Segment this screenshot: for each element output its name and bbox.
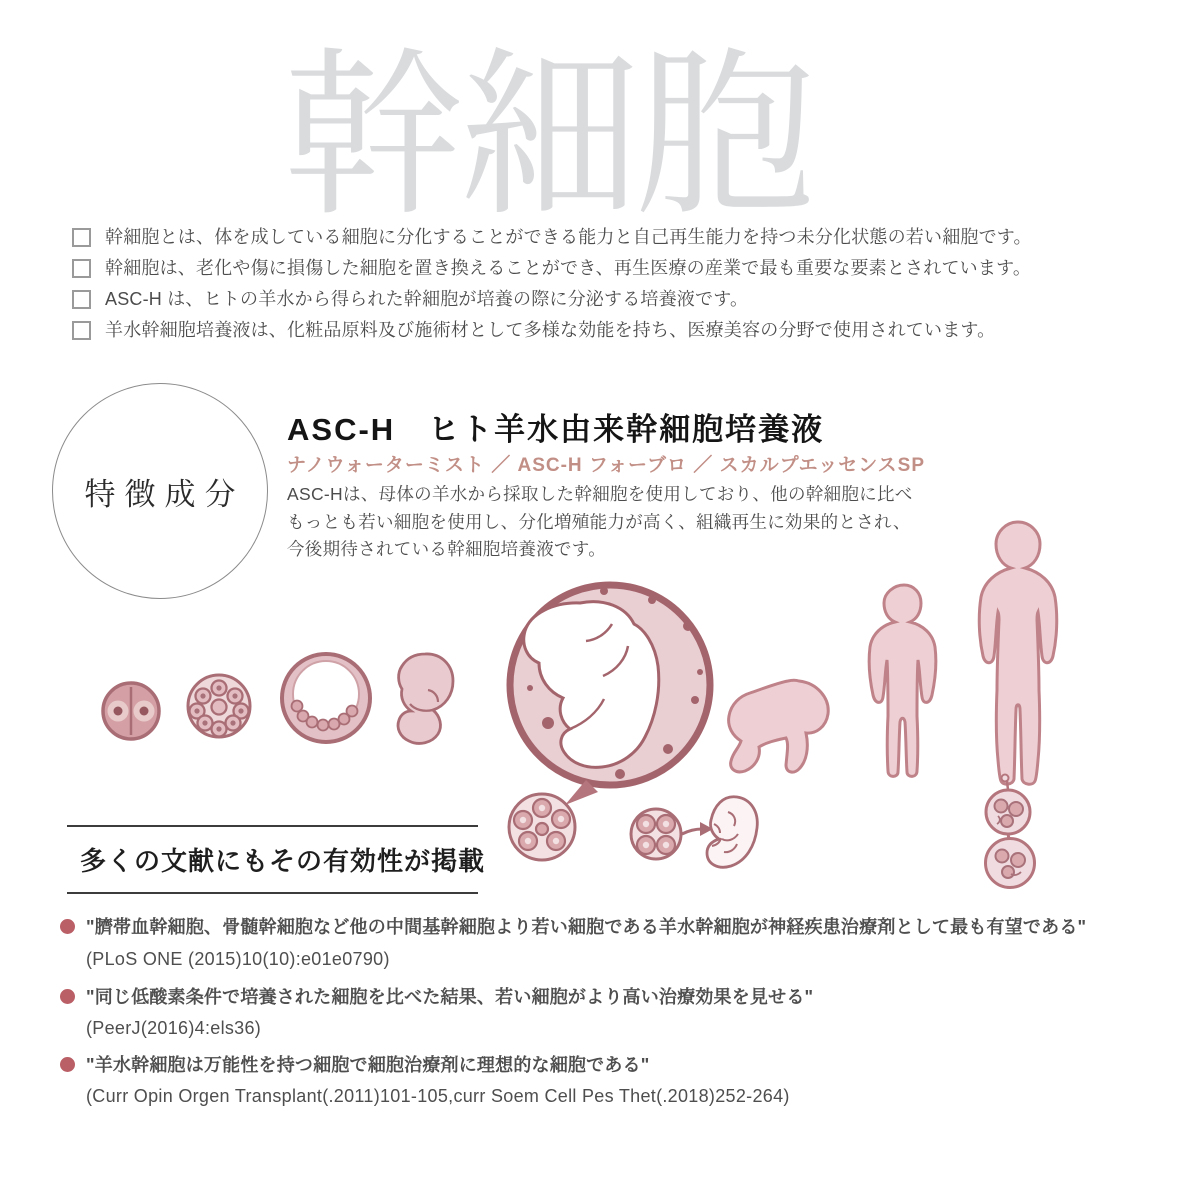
kidney-icon (707, 797, 757, 867)
bullet-dot-icon (60, 919, 75, 934)
citation-source: (PeerJ(2016)4:els36) (86, 1018, 262, 1038)
intro-item (72, 320, 1032, 351)
citation-quote: "同じ低酸素条件で培養された細胞を比べた結果、若い細胞がより高い治療効果を見せる" (86, 987, 814, 1007)
feature-description-line: 今後期待されている幹細胞培養液です。 (287, 539, 606, 559)
feature-description-line: ASC-Hは、母体の羊水から採取した幹細胞を使用しており、他の幹細胞に比べ (287, 484, 913, 504)
stem-cell-cluster-icon (509, 780, 598, 860)
divider-line (67, 825, 478, 827)
embryo-icon (398, 654, 453, 743)
intro-item (72, 258, 1032, 289)
watermark-text: 幹細胞 (283, 36, 812, 237)
fetus-in-womb-icon (510, 585, 710, 785)
intro-item-text: 羊水幹細胞培養液は、化粧品原料及び施術材として多様な効能を持ち、医療美容の分野で使用されています。 (105, 320, 996, 340)
checkbox-icon (72, 321, 91, 340)
feature-badge-label: 特徴成分 (84, 476, 245, 512)
citation-quote: "臍帯血幹細胞、骨髄幹細胞など他の中間基幹細胞より若い細胞である羊水幹細胞が神経疾患治療剤として最も有望である" (86, 917, 1087, 937)
checkbox-icon (72, 259, 91, 278)
intro-item-text: 幹細胞は、老化や傷に損傷した細胞を置き換えることができ、再生医療の産業で最も重要な要素とされています。 (105, 258, 1032, 278)
intro-item (72, 227, 1032, 258)
two-cell-embryo-icon (103, 683, 159, 739)
literature-heading: 多くの文献にもその有効性が掲載 (80, 846, 486, 876)
blastocyst-icon (282, 654, 370, 742)
feature-title: ASC-H ヒト羊水由来幹細胞培養液 (287, 412, 825, 447)
bullet-dot-icon (60, 1057, 75, 1072)
citation-quote: "羊水幹細胞は万能性を持つ細胞で細胞治療剤に理想的な細胞である" (86, 1055, 650, 1075)
intro-list (72, 227, 1032, 351)
citation-source: (Curr Opin Orgen Transplant(.2011)101-105,curr Soem Cell Pes Thet(.2018)252-264) (86, 1086, 790, 1106)
divider-line (67, 892, 478, 894)
feature-description (287, 481, 913, 564)
citation-quote-row (60, 1054, 649, 1076)
citation-quote-row (60, 986, 813, 1008)
stacked-cell-clusters-icon (986, 775, 1035, 888)
cell-cluster-with-arrow-icon (631, 809, 713, 859)
checkbox-icon (72, 290, 91, 309)
intro-item-text: ASC-H は、ヒトの羊水から得られた幹細胞が培養の際に分泌する培養液です。 (105, 289, 749, 309)
child-figure (869, 585, 936, 776)
crawling-baby-figure (729, 680, 829, 772)
checkbox-icon (72, 228, 91, 247)
feature-product-names: ナノウォーターミスト ／ ASC-H フォーブロ ／ スカルプエッセンスSP (287, 455, 926, 476)
intro-item (72, 289, 1032, 320)
feature-badge-circle (52, 383, 268, 599)
citation-quote-row (60, 916, 1086, 938)
bullet-dot-icon (60, 989, 75, 1004)
feature-description-line: もっとも若い細胞を使用し、分化増殖能力が高く、組織再生に効果的とされ、 (287, 511, 911, 532)
intro-item-text: 幹細胞とは、体を成している細胞に分化することができる能力と自己再生能力を持つ未分化状態の若い細胞です。 (105, 227, 1032, 247)
adult-figure (979, 522, 1056, 784)
citation-source: (PLoS ONE (2015)10(10):e01e0790) (86, 949, 390, 969)
morula-icon (188, 675, 250, 737)
